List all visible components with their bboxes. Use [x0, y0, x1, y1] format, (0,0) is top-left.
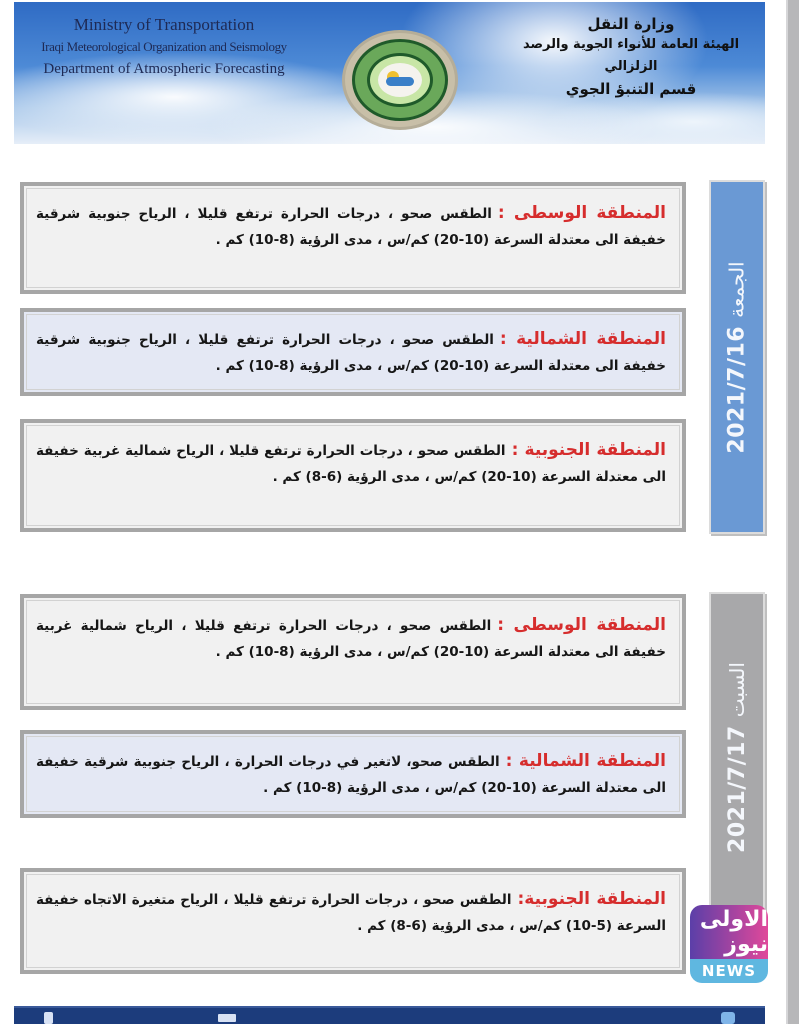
social-icon: [721, 1012, 735, 1024]
forecast-day-2: [20, 590, 765, 980]
region-forecast-text: الطقس صحو ، درجات الحرارة ترتفع قليلا ، الرياح شمالية غربية خفيفة الى معتدلة السرعة (10-20) كم/س ، مدى الرؤية (8-10) كم .: [36, 618, 666, 660]
region-box-central: [20, 594, 686, 710]
region-forecast-text: الطقس صحو ، درجات الحرارة ترتفع قليلا ، الرياح متغيرة الاتجاه خفيفة السرعة (5-10) كم/س ، مدى الرؤية (6-8) كم .: [36, 892, 666, 934]
day-name: السبت: [724, 661, 749, 717]
footer-phone: [44, 1012, 53, 1024]
region-box-northern: [20, 308, 686, 396]
region-box-southern: [20, 419, 686, 532]
region-forecast-text: الطقس صحو ، درجات الحرارة ترتفع قليلا ، الرياح شمالية غربية خفيفة الى معتدلة السرعة (10-20) كم/س ، مدى الرؤية (6-8) كم .: [36, 443, 666, 485]
date-value: 2021/7/16: [724, 325, 750, 454]
footer-social: [721, 1012, 735, 1024]
day-name: الجمعة: [724, 260, 749, 318]
footer-email: [218, 1012, 236, 1024]
organization-title-en: Iraqi Meteorological Organization and Seismology: [41, 39, 287, 54]
phone-icon: [44, 1012, 53, 1024]
region-box-central: [20, 182, 686, 294]
arabic-header: [511, 14, 751, 100]
ministry-title-en: Ministry of Transportation: [73, 15, 255, 34]
news-watermark-logo: [690, 905, 768, 983]
region-name: المنطقة الجنوبية:: [517, 889, 667, 909]
footer-contact-bar: [14, 1006, 765, 1024]
region-forecast-text: الطقس صحو، لاتغير في درجات الحرارة ، الرياح جنوبية شرقية خفيفة الى معتدلة السرعة (10-20) كم/س ، مدى الرؤية (8-10) كم .: [36, 754, 666, 796]
region-name: المنطقة الجنوبية :: [511, 440, 666, 460]
cloud-icon: [386, 77, 414, 86]
region-forecast-text: الطقس صحو ، درجات الحرارة ترتفع قليلا ، الرياح جنوبية شرقية خفيفة الى معتدلة السرعة (10-20) كم/س ، مدى الرؤية (8-10) كم .: [36, 332, 666, 374]
organization-logo-icon: [342, 30, 458, 130]
ministry-title-ar: وزارة النقل: [587, 15, 675, 33]
watermark-arabic-text: الاولى نيوز: [690, 905, 768, 959]
region-name: المنطقة الشمالية :: [505, 751, 666, 771]
page-edge-scrollbar: [786, 0, 799, 1024]
english-header: [14, 14, 314, 80]
region-name: المنطقة الوسطى :: [497, 615, 666, 635]
region-name: المنطقة الوسطى :: [497, 203, 666, 223]
region-box-southern: [20, 868, 686, 974]
department-title-ar: قسم التنبؤ الجوي: [565, 80, 697, 98]
email-icon: [218, 1014, 236, 1022]
region-name: المنطقة الشمالية :: [499, 329, 666, 349]
date-value: 2021/7/17: [724, 724, 750, 853]
department-title-en: Department of Atmospheric Forecasting: [43, 61, 285, 77]
date-tab: [709, 592, 765, 922]
region-box-northern: [20, 730, 686, 818]
region-forecast-text: الطقس صحو ، درجات الحرارة ترتفع قليلا ، الرياح جنوبية شرقية خفيفة الى معتدلة السرعة (10-20) كم/س ، مدى الرؤية (8-10) كم .: [36, 206, 666, 248]
header-banner: [14, 2, 765, 144]
forecast-day-1: [20, 178, 765, 534]
watermark-news-label: NEWS: [690, 959, 768, 983]
organization-title-ar: الهيئة العامة للأنواء الجوية والرصد الزلزالي: [522, 37, 740, 74]
date-tab: [709, 180, 765, 534]
